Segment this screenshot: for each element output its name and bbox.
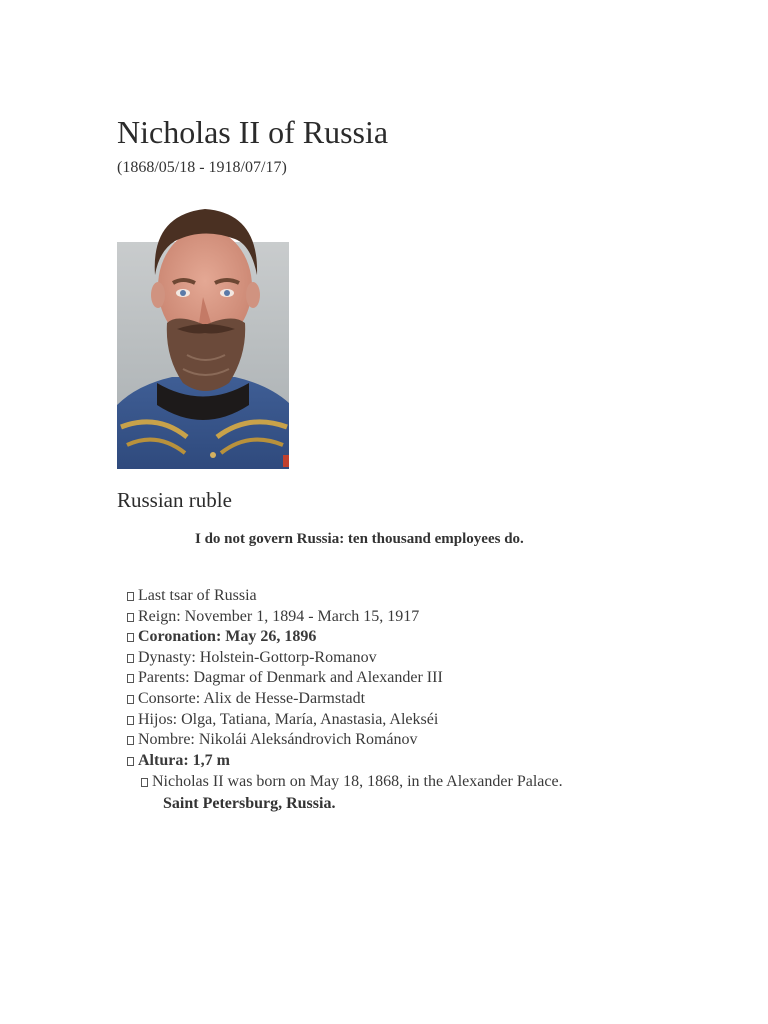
page-title: Nicholas II of Russia	[117, 114, 389, 150]
checkbox-icon	[127, 736, 134, 745]
fact-item	[127, 648, 443, 669]
fact-text: Reign: November 1, 1894 - March 15, 1917	[138, 607, 420, 625]
checkbox-icon	[127, 613, 134, 622]
checkbox-icon	[127, 716, 134, 725]
fact-item	[127, 586, 443, 607]
fact-item	[127, 730, 443, 751]
fact-text: Parents: Dagmar of Denmark and Alexander III	[138, 669, 443, 687]
birth-text: Nicholas II was born on May 18, 1868, in the Alexander Palace.	[152, 773, 563, 790]
fact-item	[127, 607, 443, 628]
checkbox-icon	[127, 654, 134, 663]
section-heading: Russian ruble	[117, 488, 232, 512]
fact-text: Last tsar of Russia	[138, 587, 257, 604]
fact-item	[127, 668, 443, 689]
birth-place: Saint Petersburg, Russia.	[163, 795, 336, 812]
checkbox-icon	[127, 592, 134, 601]
fact-text: Altura: 1,7 m	[138, 751, 230, 769]
quote: I do not govern Russia: ten thousand employees do.	[195, 531, 524, 547]
fact-text: Nombre: Nikolái Aleksándrovich Románov	[138, 731, 418, 749]
fact-text: Consorte: Alix de Hesse-Darmstadt	[138, 689, 366, 707]
life-dates: (1868/05/18 - 1918/07/17)	[117, 159, 287, 176]
fact-text: Dynasty: Holstein-Gottorp-Romanov	[138, 648, 377, 666]
checkbox-icon	[127, 674, 134, 683]
birth-sentence	[141, 772, 563, 792]
checkbox-icon	[127, 633, 134, 642]
checkbox-icon	[127, 757, 134, 766]
fact-text: Coronation: May 26, 1896	[138, 628, 317, 646]
portrait-photo	[117, 205, 289, 469]
facts-list	[127, 586, 443, 771]
fact-item	[127, 689, 443, 710]
fact-text: Hijos: Olga, Tatiana, María, Anastasia, Alekséi	[138, 710, 439, 728]
fact-item	[127, 710, 443, 731]
checkbox-icon	[127, 695, 134, 704]
checkbox-icon	[141, 778, 148, 787]
fact-item	[127, 627, 443, 648]
fact-item	[127, 751, 443, 772]
